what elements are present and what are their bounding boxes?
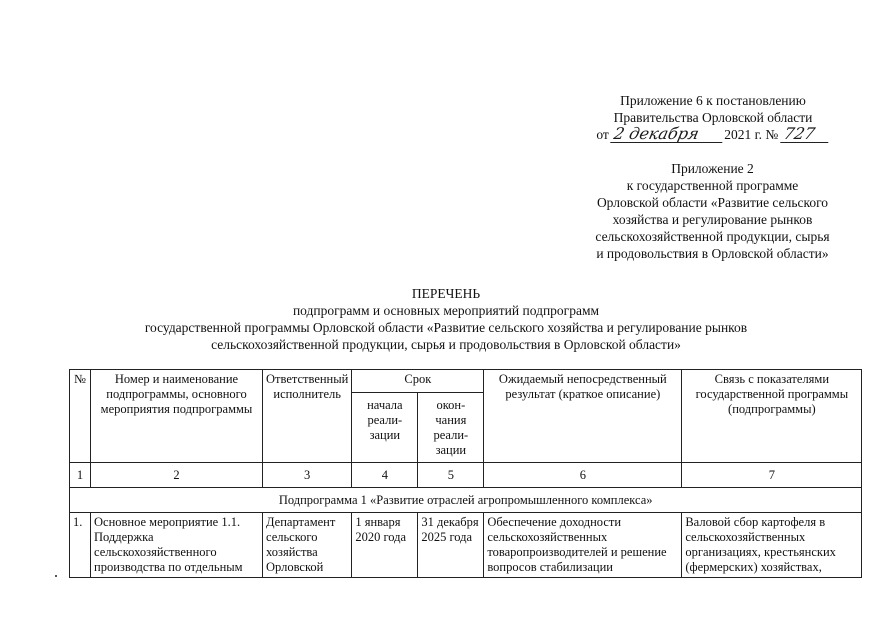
- column-numbers-row: [70, 463, 862, 488]
- title-line: государственной программы Орловской области «Развитие сельского хозяйства и регулирование рынков: [144, 320, 748, 335]
- appendix-6-header: [548, 92, 878, 143]
- title-heading: ПЕРЕЧЕНЬ: [411, 286, 481, 301]
- document-title: [40, 285, 852, 353]
- appendix-2-line: хозяйства и регулирование рынков: [612, 212, 813, 227]
- column-number: 6: [484, 463, 682, 488]
- handwritten-date: 2 декабря: [610, 126, 726, 143]
- appendix-2-line: Орловской области «Развитие сельского: [596, 195, 829, 210]
- header-num: №: [70, 370, 91, 463]
- header-start: начала реали-зации: [352, 393, 418, 463]
- column-number: 4: [352, 463, 418, 488]
- row-name: Основное мероприятие 1.1. Поддержка сельскохозяйственного производства по отдельным: [91, 513, 263, 578]
- row-result: Обеспечение доходности сельскохозяйственных товаропроизводителей и решение вопросов стабилизации: [484, 513, 682, 578]
- header-executor: Ответственный исполнитель: [263, 370, 352, 463]
- scan-speck: [55, 575, 57, 577]
- header-name: Номер и наименование подпрограммы, основного мероприятия подпрограммы: [91, 370, 263, 463]
- appendix-6-line-2: Правительства Орловской области: [613, 110, 813, 125]
- appendix-6-line-1: Приложение 6 к постановлению: [620, 93, 806, 108]
- table-row: [70, 513, 862, 578]
- header-link: Связь с показателями государственной программы (подпрограммы): [682, 370, 862, 463]
- title-line: сельскохозяйственной продукции, сырья и продовольствия в Орловской области»: [211, 337, 681, 352]
- row-executor: Департамент сельского хозяйства Орловской: [263, 513, 352, 578]
- appendix-2-header: [545, 160, 880, 262]
- row-start: 1 января 2020 года: [352, 513, 418, 578]
- appendix-2-line: и продовольствия в Орловской области»: [596, 246, 829, 261]
- appendix-6-date-row: [596, 126, 829, 143]
- appendix-2-line: к государственной программе: [626, 178, 799, 193]
- subprograms-table: [69, 369, 862, 578]
- row-end: 31 декабря 2025 года: [418, 513, 484, 578]
- appendix-2-line: Приложение 2: [671, 161, 754, 176]
- header-result: Ожидаемый непосредственный результат (краткое описание): [484, 370, 682, 463]
- title-line: подпрограмм и основных мероприятий подпрограмм: [292, 303, 600, 318]
- row-num: 1.: [70, 513, 91, 578]
- subprogram-row: [70, 488, 862, 513]
- appendix-2-line: сельскохозяйственной продукции, сырья: [595, 229, 830, 244]
- from-label: от: [596, 127, 609, 142]
- table-header-row: [70, 370, 862, 393]
- column-number: 5: [418, 463, 484, 488]
- header-term: Срок: [352, 370, 484, 393]
- subprogram-title: Подпрограмма 1 «Развитие отраслей агропромышленного комплекса»: [70, 488, 862, 513]
- header-end: окон-чания реали-зации: [418, 393, 484, 463]
- column-number: 7: [682, 463, 862, 488]
- year-label: 2021 г. №: [724, 127, 779, 142]
- row-link: Валовой сбор картофеля в сельскохозяйственных организациях, крестьянских (фермерских) хозяйствах,: [682, 513, 862, 578]
- column-number: 3: [263, 463, 352, 488]
- column-number: 2: [91, 463, 263, 488]
- handwritten-number: 727: [780, 126, 832, 143]
- column-number: 1: [70, 463, 91, 488]
